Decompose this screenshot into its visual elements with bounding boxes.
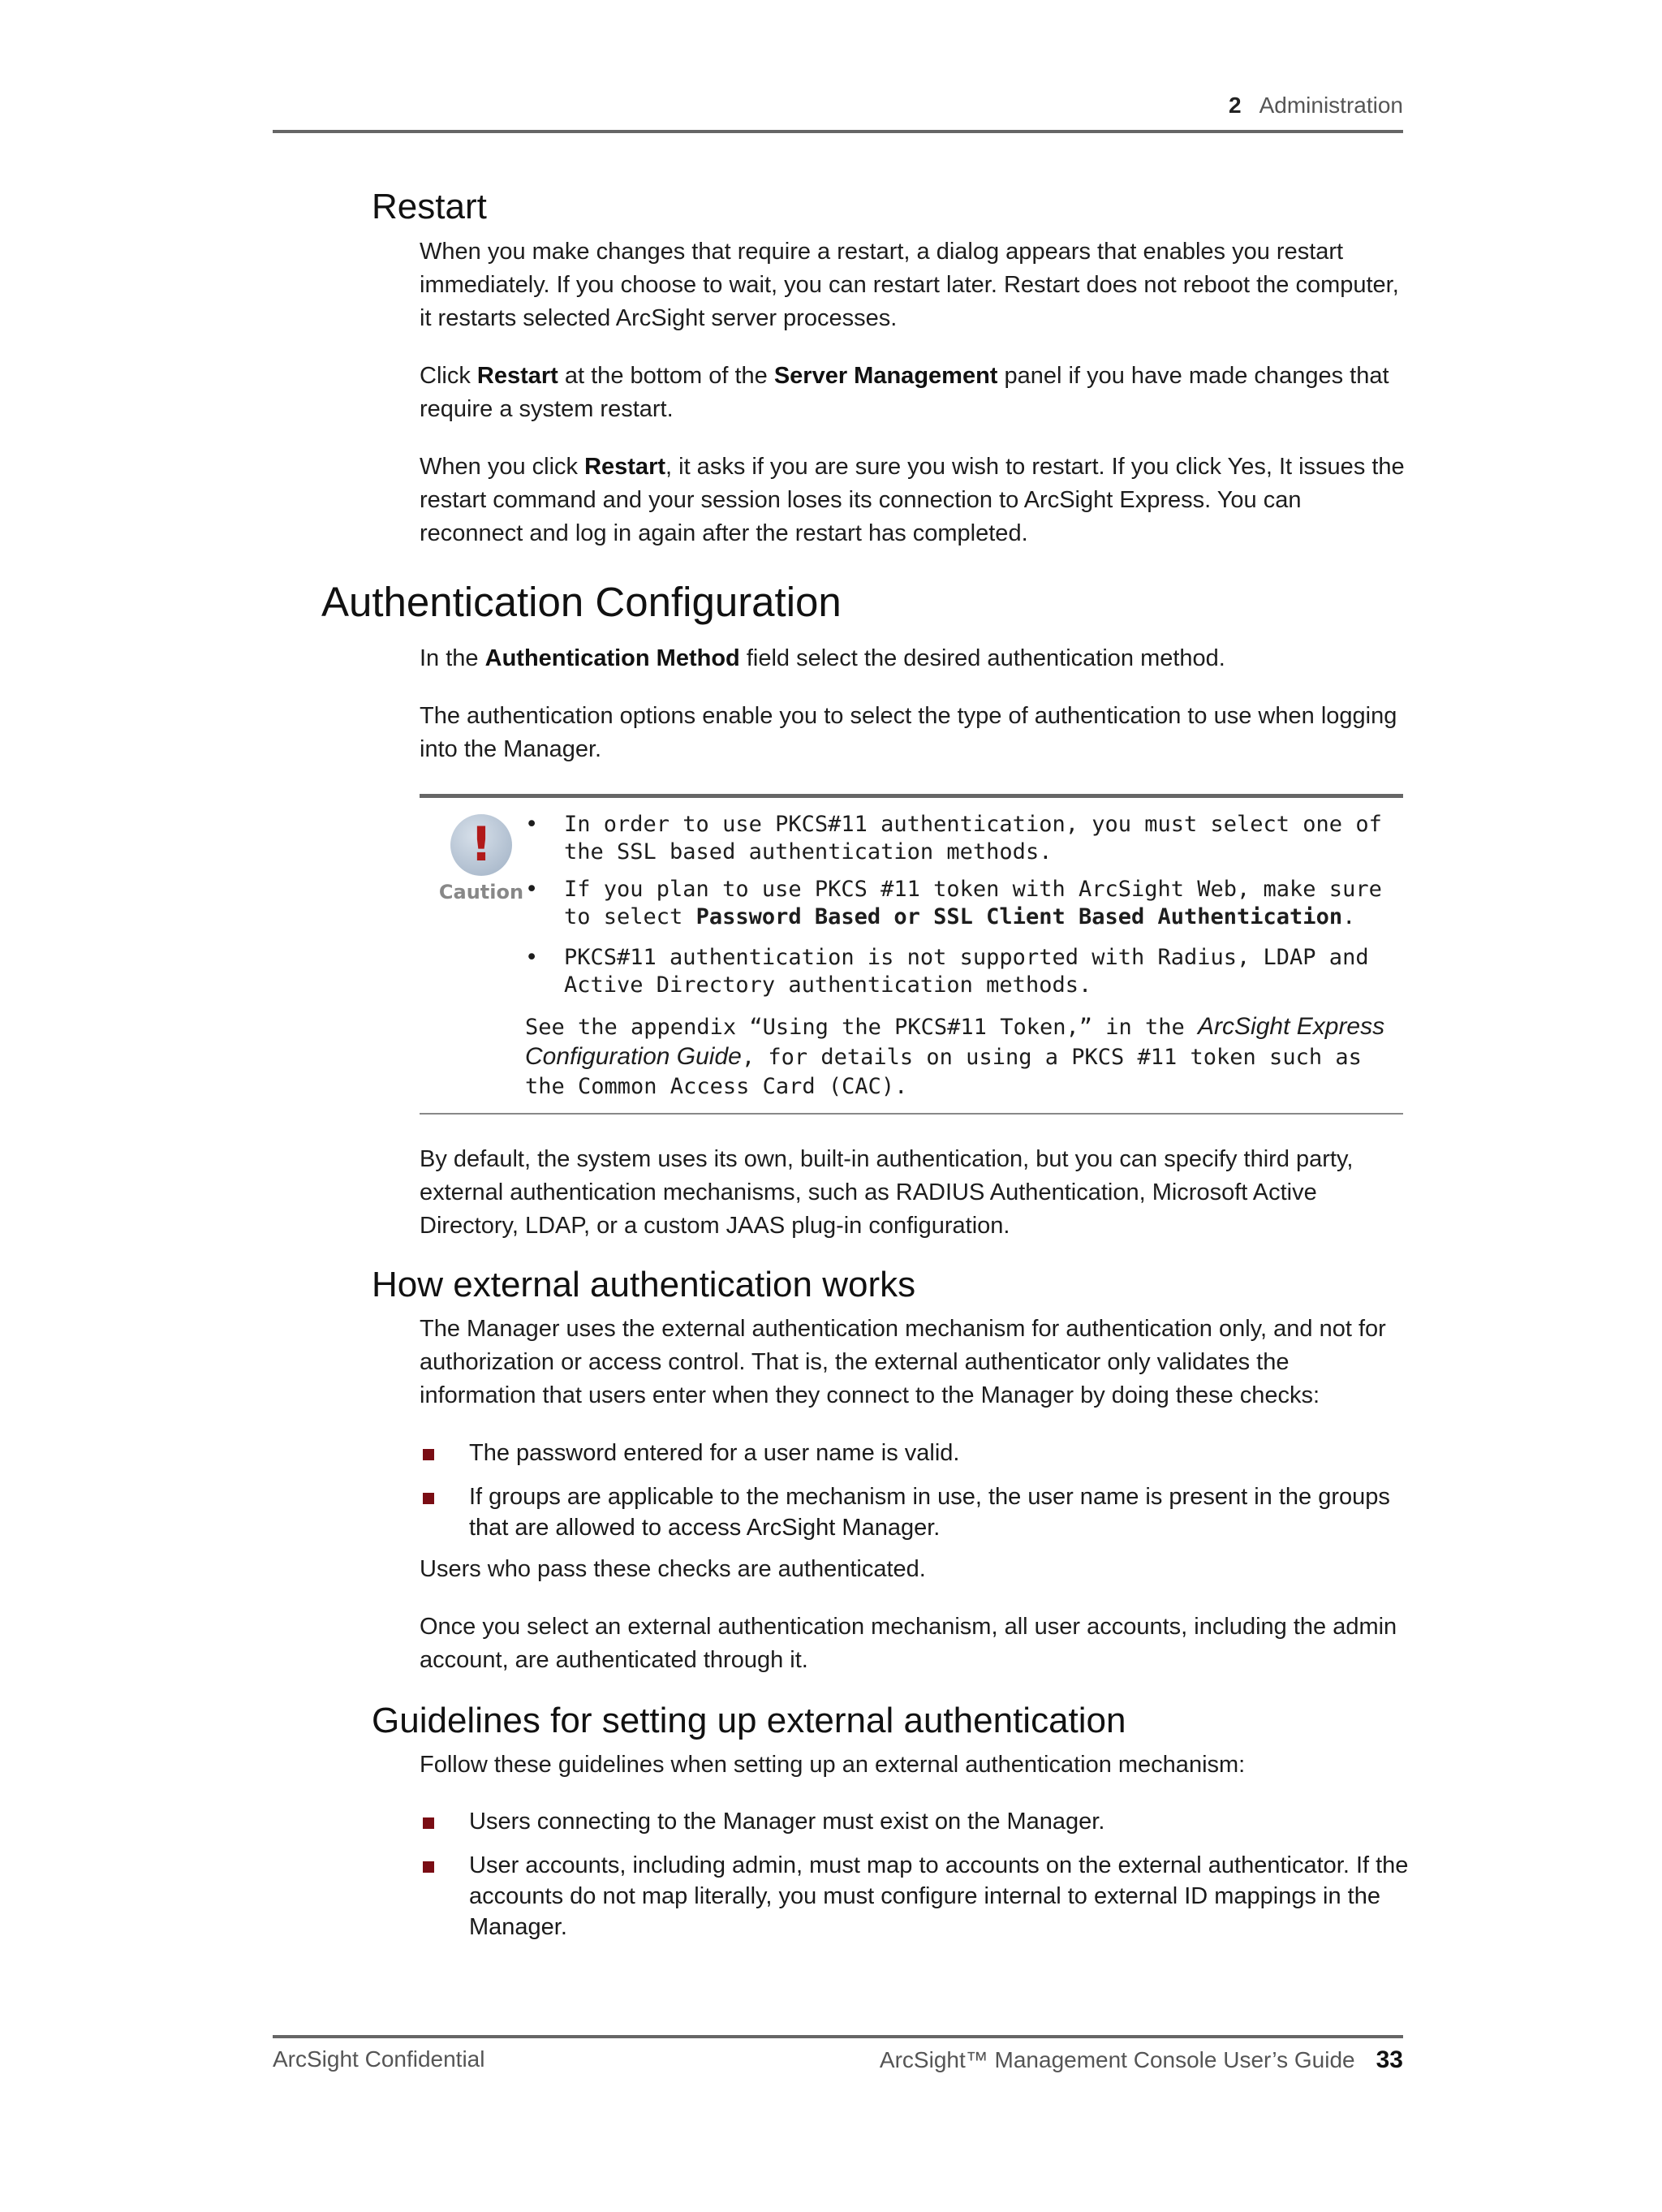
bullet-square-icon [423,1817,434,1829]
caution-box [420,794,1403,1115]
page-header [273,89,1403,133]
list-item: Users connecting to the Manager must exist on the Manager. [420,1806,1410,1839]
caution-icon: ! Caution [436,814,509,903]
guidelines-heading: Guidelines for setting up external authentication [372,1701,1126,1740]
guidelines-paragraph-1: Follow these guidelines when setting up an external authentication mechanism: [420,1752,1246,1778]
how-external-heading: How external authentication works [372,1265,916,1304]
auth-config-paragraph-1: In the Authentication Method field select the desired authentication method. [420,645,1225,671]
restart-paragraph-1: When you make changes that require a restart, a dialog appears that enables you restart immediately. If you choose to wait, you can restart later. Restart does not reboot the computer, it restarts selected ArcSight server processes. [420,239,1399,331]
auth-config-heading: Authentication Configuration [321,579,842,625]
bullet-square-icon [423,1493,434,1504]
caution-item: • In order to use PKCS#11 authentication, you must select one of the SSL based authentication methods. [525,812,1382,865]
chapter-title: Administration [1259,93,1403,118]
bullet-square-icon [423,1861,434,1873]
caution-see-also: See the appendix “Using the PKCS#11 Token,” in the ArcSight Express Configuration Guide, for details on using a PKCS #11 token such as the Common Access Card (CAC). [525,1013,1385,1099]
restart-paragraph-2: Click Restart at the bottom of the Server Management panel if you have made changes that require a system restart. [420,363,1389,422]
caution-item: • If you plan to use PKCS #11 token with ArcSight Web, make sure to select Password Based or SSL Client Based Authentication. [525,877,1382,929]
page-footer [273,2035,1403,2074]
bullet-square-icon [423,1449,434,1460]
how-external-paragraph-1: The Manager uses the external authentication mechanism for authentication only, and not for authorization or access control. That is, the external authenticator only validates the information that users enter when they connect to the Manager by doing these checks: [420,1316,1386,1408]
list-item: If groups are applicable to the mechanism in use, the user name is present in the groups that are allowed to access ArcSight Manager. [420,1481,1410,1546]
restart-paragraph-3: When you click Restart, it asks if you are sure you wish to restart. If you click Yes, It issues the restart command and your session loses its connection to ArcSight Express. You can reconnect and log in again after the restart has completed. [420,454,1405,546]
running-header [1229,93,1403,119]
auth-config-paragraph-2: The authentication options enable you to select the type of authentication to use when logging into the Manager. [420,703,1397,762]
caution-item: • PKCS#11 authentication is not supported with Radius, LDAP and Active Directory authentication methods. [525,945,1369,998]
restart-heading: Restart [372,187,487,226]
auth-config-paragraph-3: By default, the system uses its own, built-in authentication, but you can specify third party, external authentication mechanisms, such as RADIUS Authentication, Microsoft Active Directory, LDAP, or a custom JAAS plug-in configuration. [420,1146,1354,1239]
how-external-paragraph-3: Once you select an external authentication mechanism, all user accounts, including the admin account, are authenticated through it. [420,1614,1397,1673]
footer-confidential: ArcSight Confidential [273,2046,485,2072]
footer-guide-title: ArcSight™ Management Console User’s Guide 33 [879,2046,1403,2073]
caution-label: Caution [438,881,524,903]
list-item: User accounts, including admin, must map to accounts on the external authenticator. If the accounts do not map literally, you must configure internal to external ID mappings in the Manager. [420,1850,1410,1947]
list-item: The password entered for a user name is valid. [420,1438,1410,1470]
how-external-paragraph-2: Users who pass these checks are authenticated. [420,1556,926,1582]
page-number: 33 [1376,2046,1403,2073]
chapter-number: 2 [1229,93,1242,118]
